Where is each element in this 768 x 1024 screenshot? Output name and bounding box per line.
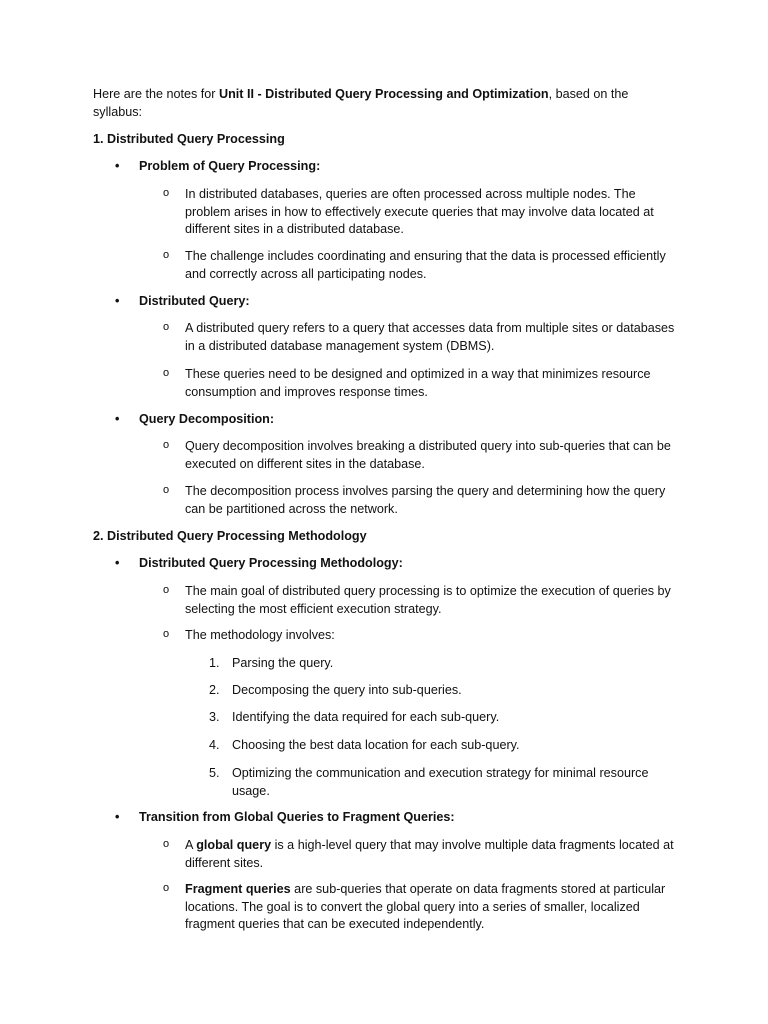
bullet-item-title: • Problem of Query Processing: — [139, 158, 679, 176]
unit-title: Unit II - Distributed Query Processing and Optimization — [219, 87, 549, 101]
sub-bullet-item: o In distributed databases, queries are often processed across multiple nodes. The problem arises in how to effectively execute queries that may involve data located at different sites in a distributed database. — [185, 186, 678, 239]
intro-paragraph: Here are the notes for Unit II - Distributed Query Processing and Optimization, based on the syllabus: — [93, 87, 629, 119]
sub-bullet-item: o Fragment queries are sub-queries that operate on data fragments stored at particular locations. The goal is to convert the global query into a series of smaller, localized fragment queries that can be executed independently. — [185, 881, 678, 934]
bullet-item-title: • Transition from Global Queries to Fragment Queries: — [139, 809, 679, 827]
sub-bullet-item: o A distributed query refers to a query that accesses data from multiple sites or databases in a distributed database management system (DBMS). — [185, 320, 678, 355]
sub-bullet-item: o The decomposition process involves parsing the query and determining how the query can be partitioned across the network. — [185, 483, 678, 518]
bullet-item-title: • Query Decomposition: — [139, 411, 679, 429]
sub-bullet-item: o Query decomposition involves breaking a distributed query into sub-queries that can be executed on different sites in the database. — [185, 438, 678, 473]
bullet-item-title: • Distributed Query: — [139, 293, 679, 311]
term-fragment-queries: Fragment queries — [185, 882, 291, 896]
section-heading: 2. Distributed Query Processing Methodology — [93, 529, 367, 543]
sub-bullet-item: o The challenge includes coordinating and ensuring that the data is processed efficiently and correctly across all participating nodes. — [185, 248, 678, 283]
numbered-step: 5. Optimizing the communication and execution strategy for minimal resource usage. — [209, 766, 649, 798]
term-global-query: global query — [196, 838, 272, 852]
bullet-item-title: • Distributed Query Processing Methodology: — [139, 555, 679, 573]
sub-bullet-item: o A global query is a high-level query that may involve multiple data fragments located at different sites. — [185, 837, 678, 872]
sub-bullet-item: o The main goal of distributed query processing is to optimize the execution of queries by selecting the most efficient execution strategy. — [185, 583, 678, 618]
section-heading: 1. Distributed Query Processing — [93, 132, 285, 146]
sub-bullet-item: o The methodology involves: — [185, 627, 678, 645]
numbered-step: 1. Parsing the query. — [209, 656, 334, 670]
sub-bullet-item: o These queries need to be designed and optimized in a way that minimizes resource consumption and improves response times. — [185, 366, 678, 401]
numbered-step: 2. Decomposing the query into sub-queries. — [209, 683, 462, 697]
numbered-step: 4. Choosing the best data location for each sub-query. — [209, 738, 520, 752]
numbered-step: 3. Identifying the data required for each sub-query. — [209, 710, 500, 724]
